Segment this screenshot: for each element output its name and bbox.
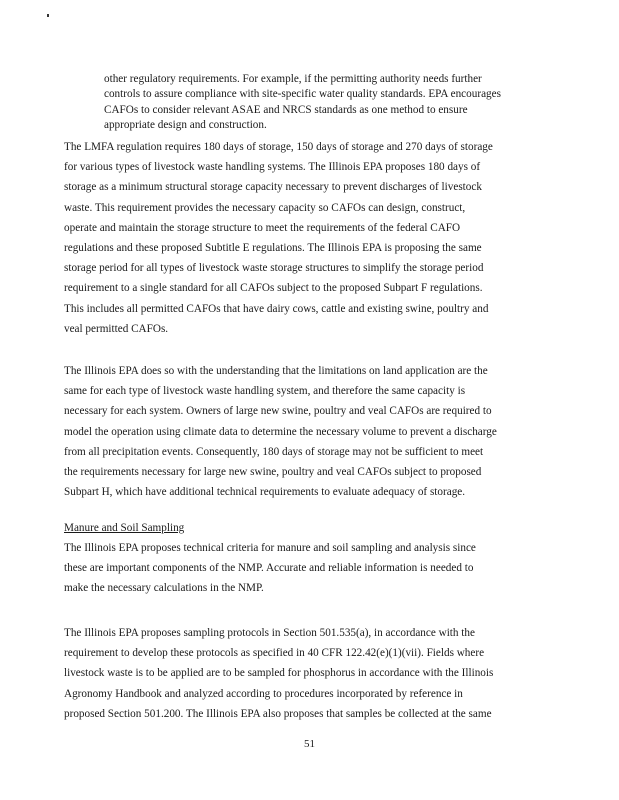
text-line: model the operation using climate data to determine the necessary volume to prevent a discharge: [64, 425, 497, 438]
text-line: The Illinois EPA proposes technical criteria for manure and soil sampling and analysis since: [64, 542, 476, 554]
paragraph-storage-requirements: [64, 137, 534, 339]
text-line: requirement to develop these protocols as specified in 40 CFR 122.42(e)(1)(vii). Fields where: [64, 647, 485, 660]
text-line: storage as a minimum structural storage capacity necessary to prevent discharges of livestock: [64, 181, 482, 194]
paragraph-sampling-protocols: [64, 623, 534, 724]
text-line: these are important components of the NMP. Accurate and reliable information is needed to: [64, 562, 474, 575]
text-line: The Illinois EPA proposes sampling protocols in Section 501.535(a), in accordance with the: [64, 627, 475, 639]
page-number: 51: [304, 738, 315, 750]
text-line: storage period for all types of livestock waste storage structures to simplify the storage period: [64, 262, 484, 275]
section-heading: Manure and Soil Sampling: [64, 522, 185, 534]
text-line: controls to assure compliance with site-specific water quality standards. EPA encourages: [104, 88, 501, 101]
text-line: from all precipitation events. Consequently, 180 days of storage may not be sufficient to meet: [64, 445, 484, 458]
text-line: appropriate design and construction.: [104, 118, 267, 131]
text-line: necessary for each system. Owners of large new swine, poultry and veal CAFOs are required to: [64, 405, 492, 418]
text-line: other regulatory requirements. For example, if the permitting authority needs further: [104, 73, 482, 85]
block-quote: [104, 72, 528, 133]
text-line: requirement to a single standard for all CAFOs subject to the proposed Subpart F regulations.: [64, 282, 483, 295]
scan-mark: [47, 14, 49, 17]
text-line: veal permitted CAFOs.: [64, 322, 169, 335]
text-line: operate and maintain the storage structure to meet the requirements of the federal CAFO: [64, 221, 461, 234]
text-line: same for each type of livestock waste handling system, and therefore the same capacity is: [64, 385, 466, 398]
text-line: The Illinois EPA does so with the understanding that the limitations on land application are the: [64, 365, 488, 377]
text-line: livestock waste is to be applied are to be sampled for phosphorus in accordance with the Illinois: [64, 667, 494, 680]
text-line: Subpart H, which have additional technical requirements to evaluate adequacy of storage.: [64, 486, 466, 499]
text-line: waste. This requirement provides the necessary capacity so CAFOs can design, construct,: [64, 201, 466, 214]
text-line: CAFOs to consider relevant ASAE and NRCS standards as one method to ensure: [104, 103, 468, 116]
text-line: The LMFA regulation requires 180 days of storage, 150 days of storage and 270 days of storage: [64, 141, 493, 153]
text-line: make the necessary calculations in the NMP.: [64, 582, 264, 595]
text-line: for various types of livestock waste handling systems. The Illinois EPA proposes 180 days of: [64, 161, 481, 174]
paragraph-sampling-criteria: [64, 538, 534, 599]
text-line: the requirements necessary for large new swine, poultry and veal CAFOs subject to proposed: [64, 466, 482, 479]
text-line: regulations and these proposed Subtitle E regulations. The Illinois EPA is proposing the same: [64, 242, 482, 255]
text-line: proposed Section 501.200. The Illinois EPA also proposes that samples be collected at the same: [64, 707, 492, 720]
paragraph-land-application: [64, 361, 534, 502]
text-line: Agronomy Handbook and analyzed according to procedures incorporated by reference in: [64, 687, 463, 700]
text-line: This includes all permitted CAFOs that have dairy cows, cattle and existing swine, poultry and: [64, 302, 489, 315]
